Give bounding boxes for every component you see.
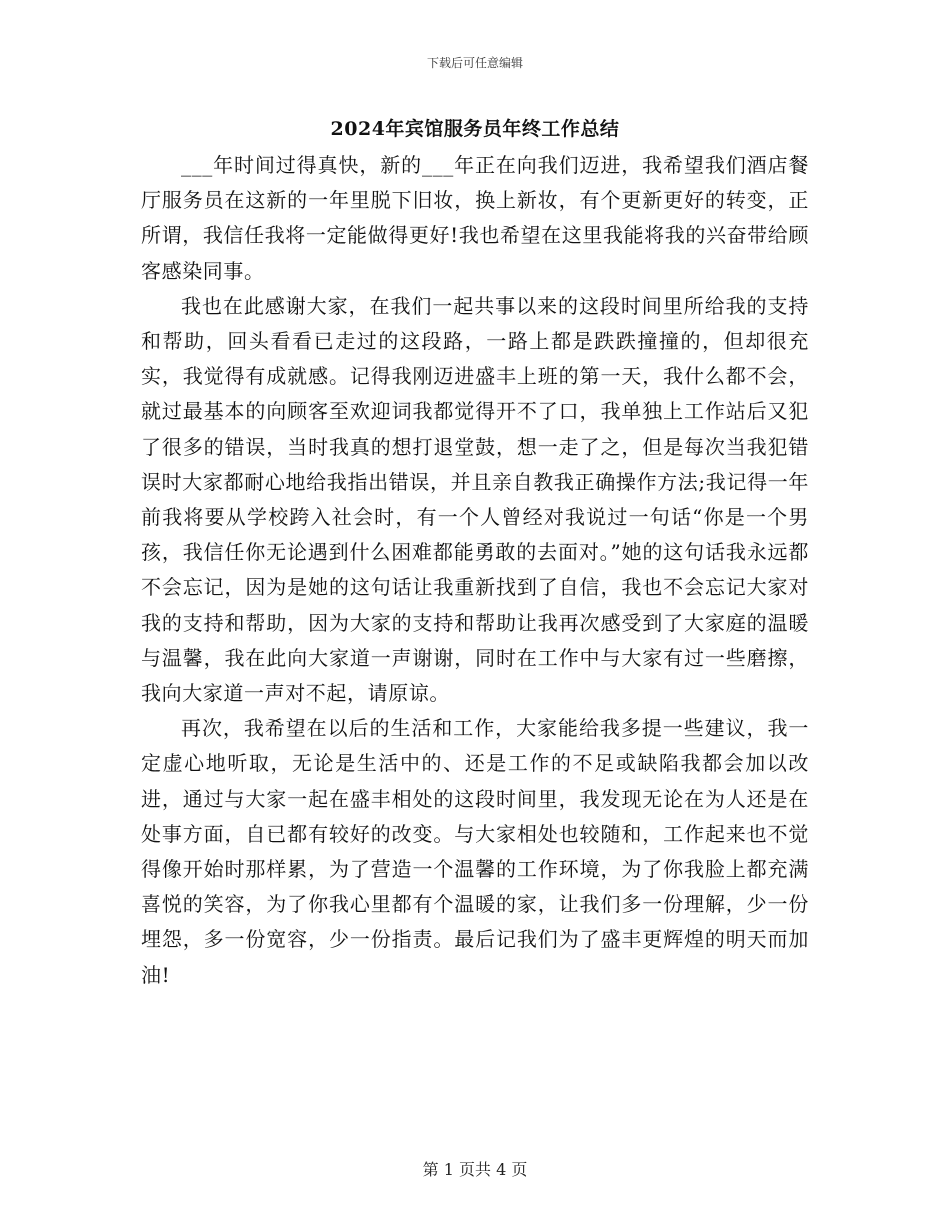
document-body (141, 148, 809, 993)
paragraph-1: ___年时间过得真快，新的___年正在向我们迈进，我希望我们酒店餐厅服务员在这新的一年里脱下旧妆，换上新妆，有个更新更好的转变，正所谓，我信任我将一定能做得更好!我也希望在这里我能将我的兴奋带给顾客感染同事。 (141, 153, 809, 283)
document-title: 2024年宾馆服务员年终工作总结 (330, 118, 620, 140)
header-note: 下载后可任意编辑 (426, 56, 523, 70)
page-number: 第 1 页共 4 页 (422, 1160, 528, 1179)
paragraph-3: 再次，我希望在以后的生活和工作，大家能给我多提一些建议，我一定虚心地听取，无论是生活中的、还是工作的不足或缺陷我都会加以改进，通过与大家一起在盛丰相处的这段时间里，我发现无论在为人还是在处事方面，自已都有较好的改变。与大家相处也较随和，工作起来也不觉得像开始时那样累，为了营造一个温馨的工作环境，为了你我脸上都充满喜悦的笑容，为了你我心里都有个温暖的家，让我们多一份理解，少一份埋怨，多一份宽容，少一份指责。最后记我们为了盛丰更辉煌的明天而加油! (141, 716, 809, 987)
paragraph-2: 我也在此感谢大家，在我们一起共事以来的这段时间里所给我的支持和帮助，回头看看已走过的这段路，一路上都是跌跌撞撞的，但却很充实，我觉得有成就感。记得我刚迈进盛丰上班的第一天，我什么都不会，就过最基本的向顾客至欢迎词我都觉得开不了口，我单独上工作站后又犯了很多的错误，当时我真的想打退堂鼓，想一走了之，但是每次当我犯错误时大家都耐心地给我指出错误，并且亲自教我正确操作方法;我记得一年前我将要从学校跨入社会时，有一个人曾经对我说过一句话“你是一个男孩，我信任你无论遇到什么困难都能勇敢的去面对。”她的这句话我永远都不会忘记，因为是她的这句话让我重新找到了自信，我也不会忘记大家对我的支持和帮助，因为大家的支持和帮助让我再次感受到了大家庭的温暖与温馨，我在此向大家道一声谢谢，同时在工作中与大家有过一些磨擦，我向大家道一声对不起，请原谅。 (141, 293, 809, 706)
